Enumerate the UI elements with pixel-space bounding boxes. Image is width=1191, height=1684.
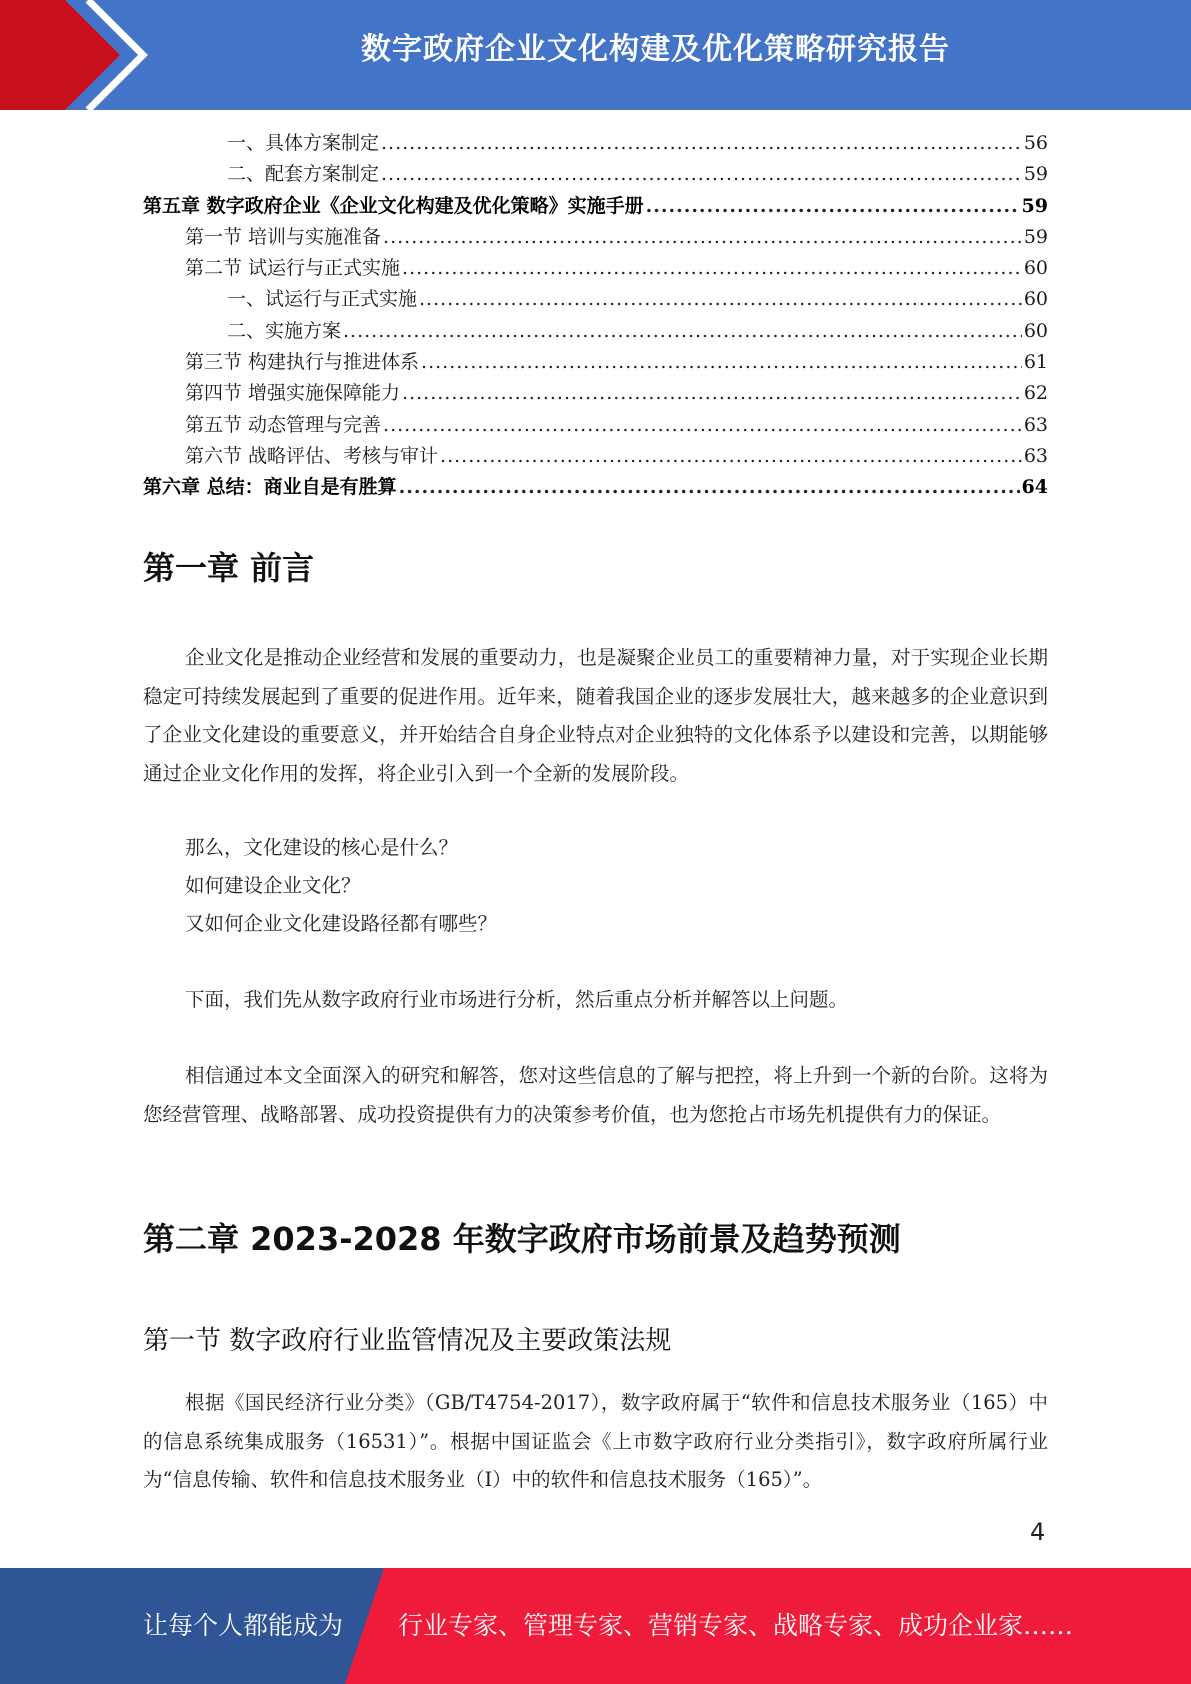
page-header [0, 0, 1191, 110]
toc-entry-label: 第五章 数字政府企业《企业文化构建及优化策略》实施手册 [143, 194, 644, 217]
header-title: 数字政府企业文化构建及优化策略研究报告 [361, 32, 950, 67]
toc-leader-dots [399, 472, 1020, 503]
footer-slogan-left: 让每个人都能成为 [143, 1611, 344, 1640]
toc-entry-label: 第三节 构建执行与推进体系 [185, 351, 420, 374]
page-number: 4 [1030, 1518, 1046, 1546]
toc-entry-page: 63 [1023, 444, 1048, 467]
chapter-2-paragraph-1: 根据《国民经济行业分类》（GB/T4754-2017），数字政府属于“软件和信息技术服务业（165）中的信息系统集成服务（16531）”。根据中国证监会《上市数字政府行业分类指引》，数字政府所属行业为“信息传输、软件和信息技术服务业（I）中的软件和信息技术服务（165）”。 [143, 1391, 1048, 1491]
toc-entry-label: 第一节 培训与实施准备 [185, 225, 382, 248]
toc-entry-label: 第六节 战略评估、考核与审计 [185, 444, 439, 467]
chapter-2-heading: 第二章 2023-2028 年数字政府市场前景及趋势预测 [143, 1220, 901, 1258]
toc-entry-label: 二、配套方案制定 [227, 163, 380, 186]
question-line-3: 又如何企业文化建设路径都有哪些？ [185, 912, 498, 935]
toc-entry[interactable] [143, 316, 1048, 347]
toc-entry-label: 第二节 试运行与正式实施 [185, 257, 401, 280]
toc-entry-chapter[interactable] [143, 191, 1048, 222]
chapter-1-paragraph-2: 下面，我们先从数字政府行业市场进行分析，然后重点分析并解答以上问题。 [185, 988, 849, 1011]
toc-entry-label: 第四节 增强实施保障能力 [185, 382, 401, 405]
question-line-2: 如何建设企业文化？ [185, 874, 361, 897]
toc-entry-page: 59 [1023, 163, 1048, 186]
toc-entry-page: 56 [1023, 132, 1048, 154]
toc-entry-label: 一、试运行与正式实施 [227, 288, 418, 311]
toc-leader-dots [402, 253, 1022, 284]
toc-entry[interactable] [143, 128, 1048, 159]
toc-entry[interactable] [143, 222, 1048, 253]
table-of-contents [143, 128, 1048, 504]
toc-entry-page: 59 [1021, 194, 1048, 217]
toc-leader-dots [383, 222, 1022, 253]
toc-entry[interactable] [143, 441, 1048, 472]
toc-leader-dots [383, 410, 1022, 441]
toc-entry-label: 一、具体方案制定 [227, 132, 380, 154]
toc-entry-page: 61 [1023, 351, 1048, 374]
toc-entry[interactable] [143, 159, 1048, 190]
toc-leader-dots [421, 347, 1022, 378]
toc-entry-page: 64 [1021, 476, 1048, 499]
toc-entry-page: 60 [1023, 319, 1048, 342]
toc-leader-dots [440, 441, 1022, 472]
question-line-1: 那么，文化建设的核心是什么？ [185, 836, 459, 859]
toc-entry-page: 59 [1023, 225, 1048, 248]
toc-leader-dots [419, 284, 1022, 315]
toc-entry-label: 第五节 动态管理与完善 [185, 413, 382, 436]
section-1-heading: 第一节 数字政府行业监管情况及主要政策法规 [143, 1326, 672, 1356]
toc-entry-page: 60 [1023, 288, 1048, 311]
page-footer [0, 1568, 1191, 1684]
chapter-1-paragraph-3: 相信通过本文全面深入的研究和解答，您对这些信息的了解与把控，将上升到一个新的台阶。这将为您经营管理、战略部署、成功投资提供有力的决策参考价值，也为您抢占市场先机提供有力的保证。 [143, 1064, 1048, 1126]
chapter-1-heading: 第一章 前言 [143, 549, 315, 587]
toc-leader-dots [381, 128, 1022, 159]
toc-entry-page: 63 [1023, 413, 1048, 436]
toc-entry[interactable] [143, 410, 1048, 441]
toc-leader-dots [402, 378, 1022, 409]
header-red-arrow-decoration [0, 0, 150, 110]
toc-leader-dots [343, 316, 1022, 347]
toc-entry-page: 60 [1023, 257, 1048, 280]
toc-entry-page: 62 [1023, 382, 1048, 405]
toc-entry[interactable] [143, 347, 1048, 378]
toc-leader-dots [646, 191, 1020, 222]
toc-leader-dots [381, 159, 1022, 190]
toc-entry[interactable] [143, 284, 1048, 315]
chapter-1-paragraph-1: 企业文化是推动企业经营和发展的重要动力，也是凝聚企业员工的重要精神力量，对于实现企业长期稳定可持续发展起到了重要的促进作用。近年来，随着我国企业的逐步发展壮大，越来越多的企业意识到了企业文化建设的重要意义，并开始结合自身企业特点对企业独特的文化体系予以建设和完善，以期能够通过企业文化作用的发挥，将企业引入到一个全新的发展阶段。 [143, 646, 1048, 785]
toc-entry-chapter[interactable] [143, 472, 1048, 503]
toc-entry[interactable] [143, 378, 1048, 409]
toc-entry-label: 第六章 总结：商业自是有胜算 [143, 476, 397, 499]
toc-entry[interactable] [143, 253, 1048, 284]
toc-entry-label: 二、实施方案 [227, 319, 342, 342]
footer-slogan-right: 行业专家、管理专家、营销专家、战略专家、成功企业家…… [398, 1611, 1074, 1640]
